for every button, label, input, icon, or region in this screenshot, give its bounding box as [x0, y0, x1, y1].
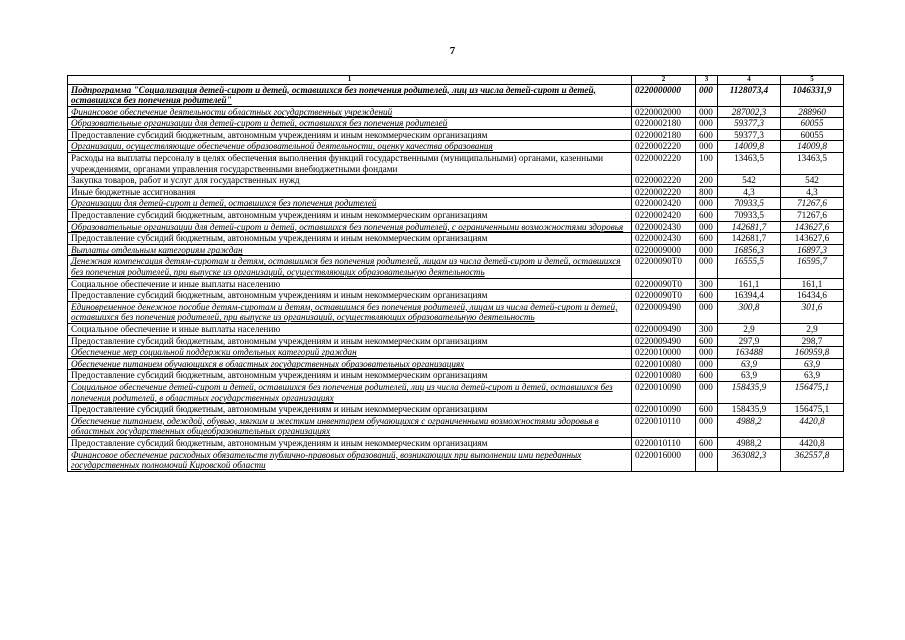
row-name-cell: Социальное обеспечение и иные выплаты населению — [68, 278, 632, 290]
row-type-cell: 000 — [696, 198, 718, 210]
row-value-1-cell: 1128073,4 — [718, 84, 781, 106]
table-row — [68, 175, 844, 187]
row-name-cell: Организации, осуществляющие обеспечение образовательной деятельности, оценку качества образования — [68, 141, 632, 153]
row-value-1-cell: 4988,2 — [718, 437, 781, 449]
row-value-2-cell: 301,6 — [781, 301, 844, 323]
row-type-cell: 600 — [696, 290, 718, 302]
table-row — [68, 198, 844, 210]
table-row — [68, 129, 844, 141]
row-code-cell: 0220010110 — [632, 437, 696, 449]
header-row — [68, 76, 844, 85]
header-col-1: 1 — [68, 76, 632, 85]
row-value-2-cell: 14009,8 — [781, 141, 844, 153]
row-name-cell: Социальное обеспечение и иные выплаты населению — [68, 323, 632, 335]
row-code-cell: 0220002420 — [632, 210, 696, 222]
table-row — [68, 301, 844, 323]
row-type-cell: 000 — [696, 118, 718, 130]
row-code-cell: 0220002220 — [632, 175, 696, 187]
table-row — [68, 437, 844, 449]
row-type-cell: 100 — [696, 153, 718, 175]
header-col-5: 5 — [781, 76, 844, 85]
table-row — [68, 449, 844, 471]
row-type-cell: 000 — [696, 449, 718, 471]
row-code-cell: 0220002220 — [632, 153, 696, 175]
row-name-cell: Подпрограмма "Социализация детей-сирот и детей, оставшихся без попечения родителей, лиц из числа детей-сирот и детей, оставшихся без попечения родителей" — [68, 84, 632, 106]
row-value-2-cell: 4420,8 — [781, 437, 844, 449]
table-row — [68, 290, 844, 302]
table-row — [68, 256, 844, 278]
row-name-cell: Единовременное денежное пособие детям-сиротам и детям, оставшимся без попечения родителей, лицам из числа детей-сирот и детей, оставшихся без попечения родителей, при выпуске из организаций, осуществляющих образовательную деятельность — [68, 301, 632, 323]
row-name-cell: Предоставление субсидий бюджетным, автономным учреждениям и иным некоммерческим организациям — [68, 370, 632, 382]
row-value-1-cell: 16555,5 — [718, 256, 781, 278]
row-code-cell: 0220002180 — [632, 129, 696, 141]
row-value-1-cell: 63,9 — [718, 370, 781, 382]
row-value-2-cell: 71267,6 — [781, 210, 844, 222]
row-name-cell: Расходы на выплаты персоналу в целях обеспечения выполнения функций государственными (муниципальными) органами, казенными учреждениями, органами управления государственными внебюджетными фондами — [68, 153, 632, 175]
row-type-cell: 200 — [696, 175, 718, 187]
row-value-1-cell: 542 — [718, 175, 781, 187]
row-value-1-cell: 287002,3 — [718, 106, 781, 118]
row-value-1-cell: 363082,3 — [718, 449, 781, 471]
row-code-cell: 0220010080 — [632, 370, 696, 382]
row-type-cell: 000 — [696, 358, 718, 370]
row-value-2-cell: 288960 — [781, 106, 844, 118]
row-name-cell: Обеспечение питанием, одеждой, обувью, мягким и жестким инвентарем обучающихся с ограниченными возможностями здоровья в областных государственных общеобразовательных организациях — [68, 415, 632, 437]
row-value-2-cell: 1046331,9 — [781, 84, 844, 106]
table-row — [68, 221, 844, 233]
row-type-cell: 000 — [696, 381, 718, 403]
budget-table-body — [68, 76, 844, 472]
row-type-cell: 000 — [696, 256, 718, 278]
row-code-cell: 02200090Т0 — [632, 256, 696, 278]
row-value-1-cell: 59377,3 — [718, 129, 781, 141]
row-code-cell: 0220002420 — [632, 198, 696, 210]
row-code-cell: 0220010110 — [632, 415, 696, 437]
row-type-cell: 600 — [696, 335, 718, 347]
row-name-cell: Образовательные организации для детей-сирот и детей, оставшихся без попечения родителей — [68, 118, 632, 130]
row-code-cell: 0220002430 — [632, 221, 696, 233]
table-row — [68, 335, 844, 347]
row-code-cell: 0220009490 — [632, 301, 696, 323]
row-code-cell: 0220010000 — [632, 347, 696, 359]
row-code-cell: 0220000000 — [632, 84, 696, 106]
table-row — [68, 404, 844, 416]
row-code-cell: 0220010080 — [632, 358, 696, 370]
row-type-cell: 000 — [696, 244, 718, 256]
table-row — [68, 323, 844, 335]
header-col-2: 2 — [632, 76, 696, 85]
row-name-cell: Денежная компенсация детям-сиротам и детям, оставшимся без попечения родителей, лицам из числа детей-сирот и детей, оставшихся без попечения родителей, при выпуске из организаций, осуществляющих образовательную деятельность — [68, 256, 632, 278]
row-type-cell: 600 — [696, 404, 718, 416]
row-code-cell: 0220002000 — [632, 106, 696, 118]
table-row — [68, 186, 844, 198]
row-code-cell: 0220002220 — [632, 141, 696, 153]
row-code-cell: 0220010090 — [632, 404, 696, 416]
table-row — [68, 118, 844, 130]
table-row — [68, 153, 844, 175]
row-value-2-cell: 298,7 — [781, 335, 844, 347]
row-value-2-cell: 143627,6 — [781, 221, 844, 233]
row-type-cell: 000 — [696, 221, 718, 233]
row-value-1-cell: 4988,2 — [718, 415, 781, 437]
row-value-1-cell: 2,9 — [718, 323, 781, 335]
row-value-1-cell: 158435,9 — [718, 404, 781, 416]
row-name-cell: Предоставление субсидий бюджетным, автономным учреждениям и иным некоммерческим организациям — [68, 290, 632, 302]
row-value-2-cell: 160959,8 — [781, 347, 844, 359]
row-code-cell: 0220002180 — [632, 118, 696, 130]
row-name-cell: Социальное обеспечение детей-сирот и детей, оставшихся без попечения родителей, лиц из числа детей-сирот и детей, оставшихся без попечения родителей, в областных государственных организациях — [68, 381, 632, 403]
row-value-2-cell: 143627,6 — [781, 233, 844, 245]
row-type-cell: 800 — [696, 186, 718, 198]
row-value-2-cell: 156475,1 — [781, 381, 844, 403]
header-col-3: 3 — [696, 76, 718, 85]
row-value-2-cell: 161,1 — [781, 278, 844, 290]
row-type-cell: 300 — [696, 278, 718, 290]
row-code-cell: 0220002430 — [632, 233, 696, 245]
row-value-1-cell: 300,8 — [718, 301, 781, 323]
row-name-cell: Предоставление субсидий бюджетным, автономным учреждениям и иным некоммерческим организациям — [68, 404, 632, 416]
row-code-cell: 0220009490 — [632, 335, 696, 347]
row-name-cell: Закупка товаров, работ и услуг для государственных нужд — [68, 175, 632, 187]
table-row — [68, 370, 844, 382]
table-row — [68, 106, 844, 118]
row-value-2-cell: 60055 — [781, 129, 844, 141]
row-value-1-cell: 158435,9 — [718, 381, 781, 403]
row-name-cell: Предоставление субсидий бюджетным, автономным учреждениям и иным некоммерческим организациям — [68, 233, 632, 245]
row-value-1-cell: 4,3 — [718, 186, 781, 198]
page-number: 7 — [449, 45, 456, 57]
row-value-1-cell: 70933,5 — [718, 210, 781, 222]
row-value-2-cell: 4420,8 — [781, 415, 844, 437]
row-value-1-cell: 14009,8 — [718, 141, 781, 153]
row-code-cell: 0220009000 — [632, 244, 696, 256]
row-value-2-cell: 4,3 — [781, 186, 844, 198]
table-row — [68, 210, 844, 222]
row-value-2-cell: 16434,6 — [781, 290, 844, 302]
row-value-1-cell: 13463,5 — [718, 153, 781, 175]
budget-table — [67, 75, 844, 472]
row-value-1-cell: 59377,3 — [718, 118, 781, 130]
row-value-2-cell: 2,9 — [781, 323, 844, 335]
row-type-cell: 600 — [696, 370, 718, 382]
table-row — [68, 244, 844, 256]
row-value-1-cell: 16394,4 — [718, 290, 781, 302]
row-value-1-cell: 142681,7 — [718, 233, 781, 245]
row-value-2-cell: 16897,3 — [781, 244, 844, 256]
table-row — [68, 381, 844, 403]
table-row — [68, 84, 844, 106]
row-name-cell: Иные бюджетные ассигнования — [68, 186, 632, 198]
row-name-cell: Обеспечение мер социальной поддержки отдельных категорий граждан — [68, 347, 632, 359]
row-name-cell: Обеспечение питанием обучающихся в областных государственных образовательных организациях — [68, 358, 632, 370]
row-type-cell: 000 — [696, 84, 718, 106]
row-name-cell: Предоставление субсидий бюджетным, автономным учреждениям и иным некоммерческим организациям — [68, 210, 632, 222]
header-col-4: 4 — [718, 76, 781, 85]
row-code-cell: 0220010090 — [632, 381, 696, 403]
row-name-cell: Предоставление субсидий бюджетным, автономным учреждениям и иным некоммерческим организациям — [68, 437, 632, 449]
table-row — [68, 347, 844, 359]
row-type-cell: 000 — [696, 347, 718, 359]
row-value-1-cell: 297,9 — [718, 335, 781, 347]
table-row — [68, 358, 844, 370]
row-value-1-cell: 16856,3 — [718, 244, 781, 256]
row-value-2-cell: 13463,5 — [781, 153, 844, 175]
row-type-cell: 000 — [696, 106, 718, 118]
row-type-cell: 000 — [696, 415, 718, 437]
row-value-2-cell: 542 — [781, 175, 844, 187]
row-type-cell: 600 — [696, 210, 718, 222]
row-type-cell: 600 — [696, 129, 718, 141]
row-code-cell: 02200090Т0 — [632, 278, 696, 290]
row-name-cell: Образовательные организации для детей-сирот и детей, оставшихся без попечения родителей, с ограниченными возможностями здоровья — [68, 221, 632, 233]
row-value-1-cell: 142681,7 — [718, 221, 781, 233]
row-value-2-cell: 362557,8 — [781, 449, 844, 471]
row-code-cell: 0220016000 — [632, 449, 696, 471]
row-name-cell: Организации для детей-сирот и детей, оставшихся без попечения родителей — [68, 198, 632, 210]
row-name-cell: Предоставление субсидий бюджетным, автономным учреждениям и иным некоммерческим организациям — [68, 129, 632, 141]
row-value-1-cell: 63,9 — [718, 358, 781, 370]
row-type-cell: 000 — [696, 141, 718, 153]
row-name-cell: Финансовое обеспечение расходных обязательств публично-правовых образований, возникающих при выполнении ими переданных государственных полномочий Кировской области — [68, 449, 632, 471]
row-value-2-cell: 60055 — [781, 118, 844, 130]
table-row — [68, 278, 844, 290]
row-code-cell: 0220002220 — [632, 186, 696, 198]
row-type-cell: 300 — [696, 323, 718, 335]
row-name-cell: Предоставление субсидий бюджетным, автономным учреждениям и иным некоммерческим организациям — [68, 335, 632, 347]
row-name-cell: Выплаты отдельным категориям граждан — [68, 244, 632, 256]
row-code-cell: 02200090Т0 — [632, 290, 696, 302]
row-value-2-cell: 156475,1 — [781, 404, 844, 416]
table-row — [68, 141, 844, 153]
table-row — [68, 233, 844, 245]
row-type-cell: 000 — [696, 301, 718, 323]
row-code-cell: 0220009490 — [632, 323, 696, 335]
table-row — [68, 415, 844, 437]
row-name-cell: Финансовое обеспечение деятельности областных государственных учреждений — [68, 106, 632, 118]
row-value-2-cell: 63,9 — [781, 370, 844, 382]
row-value-1-cell: 161,1 — [718, 278, 781, 290]
row-value-1-cell: 70933,5 — [718, 198, 781, 210]
row-value-2-cell: 71267,6 — [781, 198, 844, 210]
row-value-2-cell: 63,9 — [781, 358, 844, 370]
row-type-cell: 600 — [696, 437, 718, 449]
row-type-cell: 600 — [696, 233, 718, 245]
row-value-1-cell: 163488 — [718, 347, 781, 359]
row-value-2-cell: 16595,7 — [781, 256, 844, 278]
